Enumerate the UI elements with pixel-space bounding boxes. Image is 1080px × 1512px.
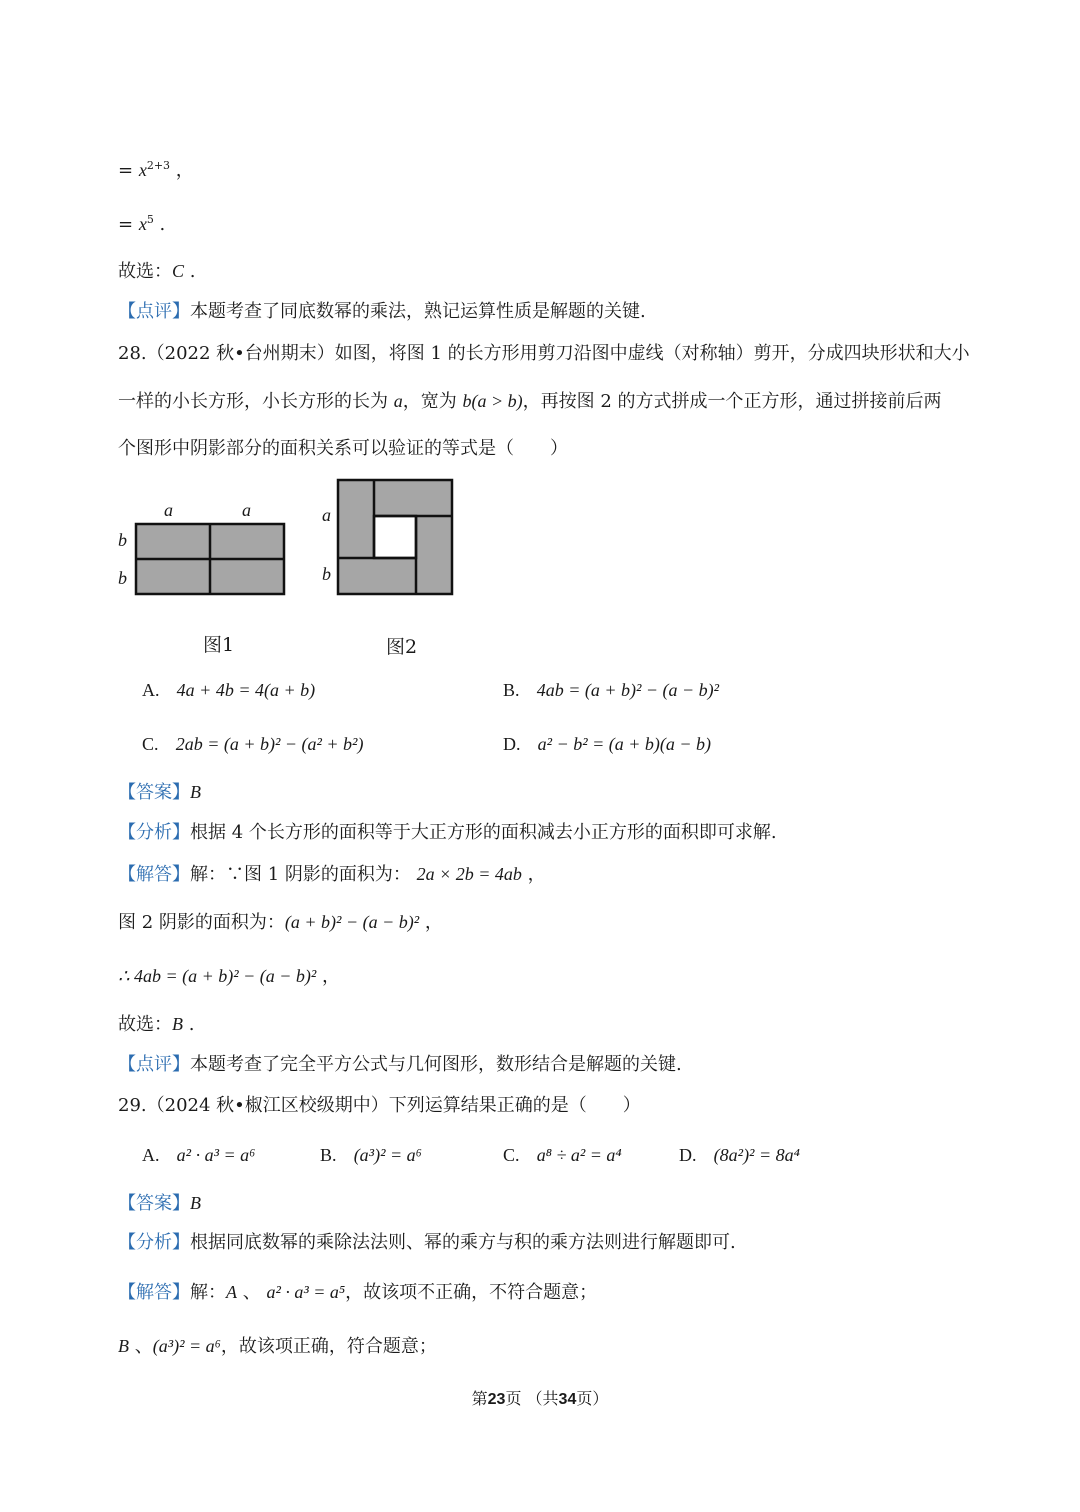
fig1-label-a-left: a bbox=[164, 500, 173, 520]
q28-solution-3: ∴ 4ab = (a + b)² − (a − b)² ， bbox=[118, 966, 341, 987]
fig1-label-a-right: a bbox=[242, 500, 251, 520]
figure-1-rectangles bbox=[134, 522, 288, 598]
q29-solution-1: 【解答】解：A 、 a² · a³ = a⁵，故该项不正确，不符合题意； bbox=[118, 1282, 598, 1303]
figure-2-square bbox=[336, 478, 456, 598]
fig2-caption: 图2 bbox=[386, 636, 418, 658]
q28-answer: 【答案】B bbox=[118, 782, 201, 803]
q29-option-b: B. (a³)² = a⁶ bbox=[320, 1145, 422, 1165]
q29-option-a: A. a² · a³ = a⁶ bbox=[142, 1145, 256, 1165]
analysis-tag: 【分析】 bbox=[118, 1232, 190, 1253]
q28-option-c: C. 2ab = (a + b)² − (a² + b²) bbox=[142, 734, 364, 754]
fig2-label-b: b bbox=[322, 564, 331, 584]
fig1-label-b-bottom: b bbox=[118, 568, 127, 588]
prev-step-1: = $x^{2+3}$ ， bbox=[118, 159, 194, 181]
solution-tag: 【解答】 bbox=[118, 1282, 190, 1303]
q28-analysis: 【分析】根据 4 个长方形的面积等于大正方形的面积减去小正方形的面积即可求解. bbox=[118, 822, 777, 843]
q28-stem-line-3: 个图形中阴影部分的面积关系可以验证的等式是（ ） bbox=[118, 438, 568, 459]
fig1-caption: 图1 bbox=[203, 634, 235, 656]
solution-tag: 【解答】 bbox=[118, 864, 190, 885]
fig1-label-b-top: b bbox=[118, 530, 127, 550]
q28-option-a: A. 4a + 4b = 4(a + b) bbox=[142, 680, 316, 700]
answer-tag: 【答案】 bbox=[118, 1193, 190, 1214]
page-total: 34 bbox=[558, 1391, 577, 1408]
analysis-tag: 【分析】 bbox=[118, 822, 190, 843]
page-footer: 第23页 （共34页） bbox=[471, 1389, 609, 1408]
prev-review: 【点评】本题考查了同底数幂的乘法，熟记运算性质是解题的关键. bbox=[118, 301, 646, 322]
q29-answer: 【答案】B bbox=[118, 1193, 201, 1214]
prev-step-2: = $x^5$ . bbox=[118, 213, 166, 235]
q28-stem-line-2: 一样的小长方形，小长方形的长为 a，宽为 b(a > b)，再按图 2 的方式拼成一个正方形，通过拼接前后两 bbox=[118, 391, 942, 412]
q29-solution-2: B 、(a³)² = a⁶，故该项正确，符合题意； bbox=[118, 1336, 437, 1357]
q28-choice: 故选：B . bbox=[118, 1014, 195, 1035]
review-tag: 【点评】 bbox=[118, 301, 190, 322]
fig2-label-a: a bbox=[322, 505, 331, 525]
review-tag: 【点评】 bbox=[118, 1054, 190, 1075]
q28-option-d: D. a² − b² = (a + b)(a − b) bbox=[503, 734, 712, 754]
page-number: 23 bbox=[487, 1391, 506, 1408]
answer-tag: 【答案】 bbox=[118, 782, 190, 803]
q29-option-d: D. (8a²)² = 8a⁴ bbox=[679, 1145, 800, 1165]
q29-analysis: 【分析】根据同底数幂的乘除法法则、幂的乘方与积的乘方法则进行解题即可. bbox=[118, 1232, 736, 1253]
q28-stem-line-1: 28.（2022 秋•台州期末）如图，将图 1 的长方形用剪刀沿图中虚线（对称轴）剪开，分成四块形状和大小 bbox=[118, 343, 970, 364]
q29-stem: 29.（2024 秋•椒江区校级期中）下列运算结果正确的是（ ） bbox=[118, 1095, 641, 1116]
q28-review: 【点评】本题考查了完全平方公式与几何图形，数形结合是解题的关键. bbox=[118, 1054, 682, 1075]
q29-option-c: C. a⁸ ÷ a² = a⁴ bbox=[503, 1145, 622, 1165]
prev-choice: 故选：C . bbox=[118, 261, 196, 282]
q28-solution-2: 图 2 阴影的面积为：(a + b)² − (a − b)² ， bbox=[118, 912, 443, 933]
q28-option-b: B. 4ab = (a + b)² − (a − b)² bbox=[503, 680, 720, 700]
q28-solution-1: 【解答】解：∵图 1 阴影的面积为： 2a × 2b = 4ab ， bbox=[118, 864, 546, 885]
